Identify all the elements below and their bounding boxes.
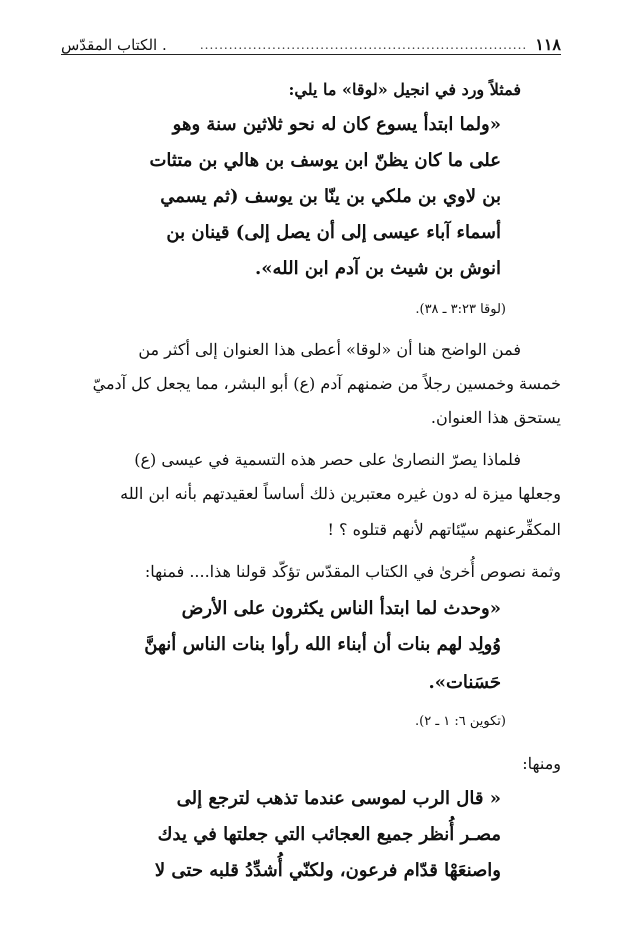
book-title: . الكتاب المقدّس bbox=[61, 36, 167, 54]
quote2-line-3: حَسَنات». bbox=[428, 672, 501, 693]
quote3-line-1: « قال الرب لموسى عندما تذهب لترجع إلى bbox=[176, 788, 501, 809]
para3-line: وثمة نصوص أُخرىٰ في الكتاب المقدّس تؤكّد قولنا هذا.... فمنها: bbox=[144, 562, 561, 581]
quote1-line-2: على ما كان يظنّ ابن يوسف بن هالي بن متثات bbox=[149, 150, 501, 171]
para1-line-3: يستحق هذا العنوان. bbox=[430, 408, 561, 427]
quote2-line-2: وُولِد لهم بنات أن أبناء الله رأوا بنات الناس أنهنَّ bbox=[144, 634, 501, 655]
reference-genesis: (تكوين ٦: ١ ـ ٢). bbox=[415, 714, 506, 729]
para2-line-3: المكفِّرعنهم سيّئاتهم لأنهم قتلوه ؟ ! bbox=[327, 520, 561, 539]
quote1-line-5: انوش بن شيث بن آدم ابن الله». bbox=[255, 258, 501, 279]
quote2-line-1: «وحدث لما ابتدأ الناس يكثرون على الأرض bbox=[181, 598, 501, 619]
para4-line: ومنها: bbox=[522, 754, 561, 773]
running-header bbox=[61, 30, 561, 55]
para1-line-2: خمسة وخمسين رجلاً من ضمنهم آدم (ع) أبو البشر، مما يجعل كل آدميّ bbox=[92, 374, 561, 393]
intro-line: فمثلاً ورد في انجيل «لوقا» ما يلي: bbox=[288, 80, 521, 99]
quote1-line-4: أسماء آباء عيسى إلى أن يصل إلى) قينان بن bbox=[166, 222, 501, 243]
quote3-line-3: واصنعَهْا قدّام فرعون، ولكنّي أُشدِّدُ قلبه حتى لا bbox=[154, 860, 501, 881]
para2-line-1: فلماذا يصرّ النصارىٰ على حصر هذه التسمية في عيسى (ع) bbox=[134, 450, 521, 469]
quote1-line-1: «ولما ابتدأ يسوع كان له نحو ثلاثين سنة وهو bbox=[172, 114, 501, 135]
quote1-line-3: بن لاوي بن ملكي بن ينّا بن يوسف (ثم يسمي bbox=[160, 186, 501, 207]
para2-line-2: وجعلها ميزة له دون غيره معتبرين ذلك أساساً لعقيدتهم بأنه ابن الله bbox=[120, 484, 561, 503]
reference-luke: (لوقا ٣:٢٣ ـ ٣٨). bbox=[415, 302, 506, 317]
quote3-line-2: مصـر أُنظر جميع العجائب التي جعلتها في يدك bbox=[157, 824, 501, 845]
header-leader-dots: .................................................................... bbox=[199, 38, 528, 52]
page-number: ١١٨ bbox=[535, 35, 561, 54]
para1-line-1: فمن الواضح هنا أن «لوقا» أعطى هذا العنوان إلى أكثر من bbox=[138, 340, 521, 359]
